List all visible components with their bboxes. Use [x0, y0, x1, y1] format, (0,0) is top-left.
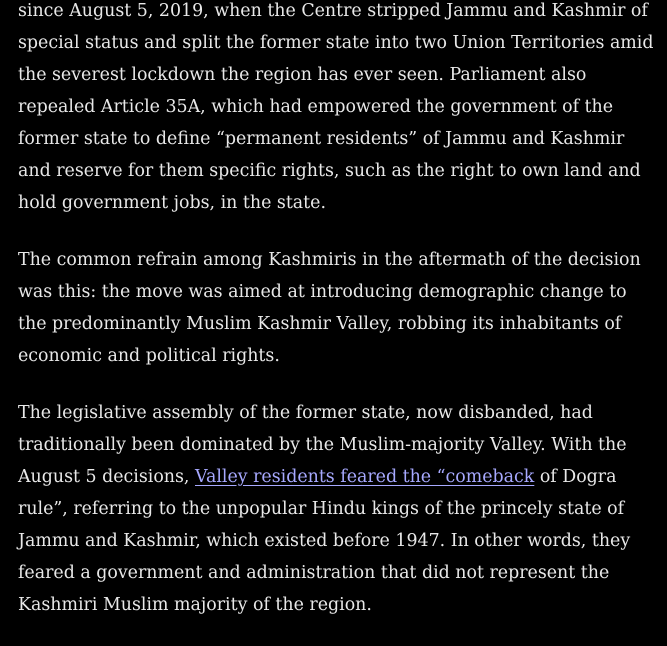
- article-body: [18, 0, 658, 646]
- paragraph-3-text-after: of Dogra rule”, referring to the unpopular Hindu kings of the princely state of Jammu and Kashmir, which existed before 1947. In other words, they feared a government and administration that did not represent the Kashmiri Muslim majority of the region.: [18, 467, 631, 615]
- article-paragraph-1: [18, 0, 658, 219]
- paragraph-2-text: The common refrain among Kashmiris in the aftermath of the decision was this: the move was aimed at introducing demographic change to the predominantly Muslim Kashmir Valley, robbing its inhabitants of economic and political rights.: [18, 250, 641, 366]
- article-paragraph-3: [18, 397, 658, 621]
- valley-residents-link[interactable]: Valley residents feared the “comeback: [195, 467, 535, 487]
- paragraph-1-text: since August 5, 2019, when the Centre stripped Jammu and Kashmir of special status and split the former state into two Union Territories amid the severest lockdown the region has ever seen. Parliament also repealed Article 35A, which had empowered the government of the former state to define “permanent residents” of Jammu and Kashmir and reserve for them specific rights, such as the right to own land and hold government jobs, in the state.: [18, 1, 654, 213]
- paragraph-3-text-before: The legislative assembly of the former state, now disbanded, had traditionally been dominated by the Muslim-majority Valley. With the August 5 decisions,: [18, 403, 627, 487]
- article-paragraph-2: [18, 244, 658, 372]
